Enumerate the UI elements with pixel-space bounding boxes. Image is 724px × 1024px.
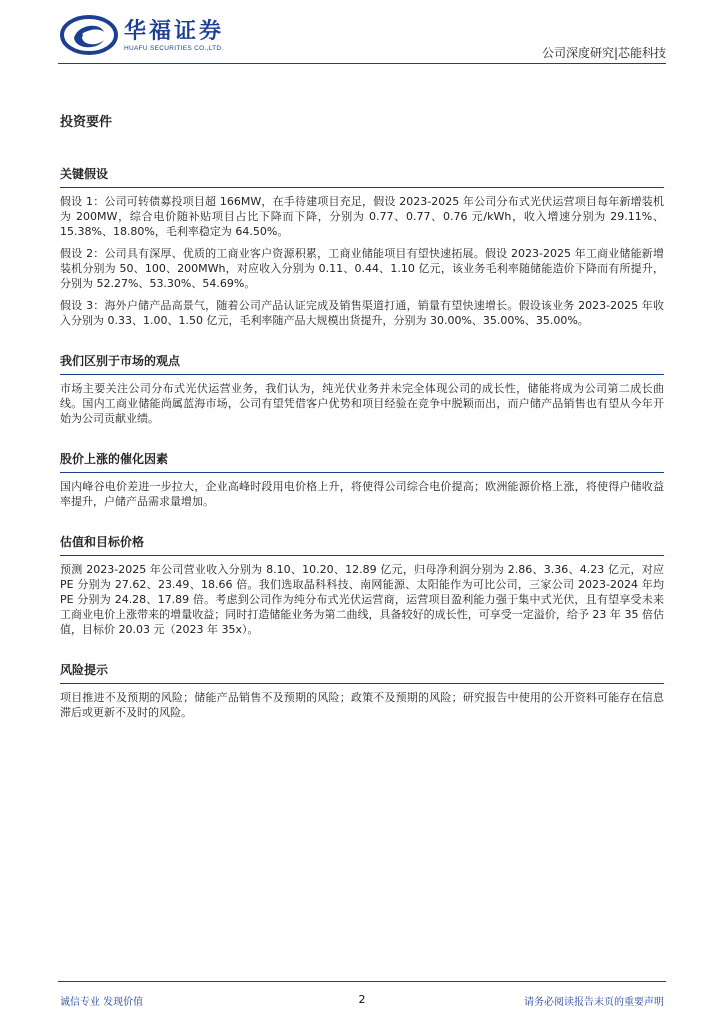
paragraph: 市场主要关注公司分布式光伏运营业务，我们认为，纯光伏业务并未完全体现公司的成长性，储能将成为公司第二成长曲线。国内工商业储能尚属蓝海市场，公司有望凭借客户优势和项目经验在竞争中脱颖而出，而户储产品销售也有望从今年开始为公司贡献业绩。 — [60, 382, 664, 425]
paragraph: 预测 2023-2025 年公司营业收入分别为 8.10、10.20、12.89 亿元，归母净利润分别为 2.86、3.36、4.23 亿元，对应 PE 分别为 27.62、23.49、18.66 倍。我们选取晶科科技、南网能源、太阳能作为可比公司，三家公司 2023-2024 年均 PE 分别为 24.28、17.89 倍。考虑到公司作为纯分布式光伏运营商，运营项目盈利能力强于集中式光伏，且有望享受未来工商业电价上涨带来的增量收益；同时打造储能业务为第二曲线，具备较好的成长性，可享受一定溢价，给予 23 年 35 倍估值，目标价 20.03 元（2023 年 35x）。 — [60, 563, 664, 636]
section-key-assumptions — [60, 165, 664, 328]
huafu-logo-icon — [60, 14, 118, 56]
company-logo — [60, 14, 224, 56]
section-valuation — [60, 533, 664, 637]
logo-english-name: HUAFU SECURITIES CO.,LTD. — [124, 44, 224, 52]
paragraph: 假设 2：公司具有深厚、优质的工商业客户资源积累，工商业储能项目有望快速拓展。假设 2023-2025 年工商业储能新增装机分别为 50、100、200MWh，对应收入分别为 0.11、0.44、1.10 亿元，该业务毛利率随储能造价下降而有所提升，分别为 52.27%、53.30%、54.69%。 — [60, 247, 664, 290]
section-heading: 关键假设 — [60, 165, 664, 188]
footer-disclaimer-note: 请务必阅读报告末页的重要声明 — [524, 997, 664, 1008]
page-title: 投资要件 — [60, 115, 113, 130]
logo-chinese-name: 华福证券 — [124, 17, 225, 44]
section-risks — [60, 661, 664, 720]
paragraph: 假设 1：公司可转债募投项目超 166MW，在手待建项目充足，假设 2023-2025 年公司分布式光伏运营项目每年新增装机为 200MW，综合电价随补贴项目占比下降而下降，分别为 0.77、0.77、0.76 元/kWh，收入增速分别为 29.11%、15.38%、18.80%，毛利率稳定为 64.50%。 — [60, 195, 664, 238]
section-heading: 估值和目标价格 — [60, 533, 664, 556]
report-body — [60, 100, 664, 727]
section-differentiated-view — [60, 352, 664, 426]
paragraph: 假设 3：海外户储产品高景气，随着公司产品认证完成及销售渠道打通，销量有望快速增长。假设该业务 2023-2025 年收入分别为 0.33、1.00、1.50 亿元，毛利率随产品大规模出货提升，分别为 30.00%、35.00%、35.00%。 — [60, 299, 664, 327]
footer-slogan: 诚信专业 发现价值 — [60, 997, 144, 1008]
paragraph: 国内峰谷电价差进一步拉大，企业高峰时段用电价格上升，将使得公司综合电价提高；欧洲能源价格上涨，将使得户储收益率提升，户储产品需求量增加。 — [60, 480, 664, 508]
page-number: 2 — [358, 993, 366, 1006]
section-heading: 我们区别于市场的观点 — [60, 352, 664, 375]
section-heading: 股价上涨的催化因素 — [60, 450, 664, 473]
report-tag: 公司深度研究|芯能科技 — [541, 46, 666, 60]
section-catalysts — [60, 450, 664, 509]
section-heading: 风险提示 — [60, 661, 664, 684]
footer-divider — [58, 981, 666, 982]
paragraph: 项目推进不及预期的风险；储能产品销售不及预期的风险；政策不及预期的风险；研究报告中使用的公开资料可能存在信息滞后或更新不及时的风险。 — [60, 691, 664, 719]
header-divider — [58, 63, 666, 64]
